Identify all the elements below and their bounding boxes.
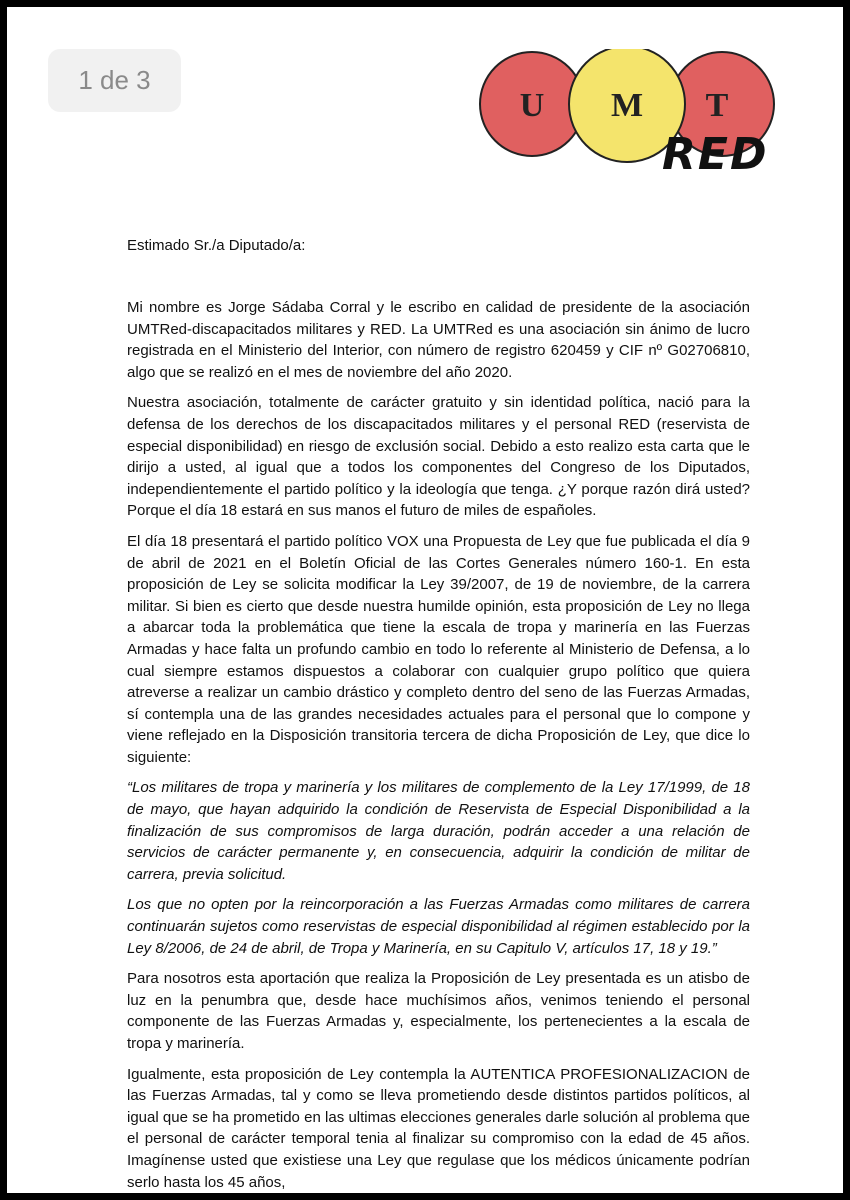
logo-letter-t: T [705, 87, 729, 124]
logo-red-text: RED [662, 129, 769, 180]
paragraph-1: Mi nombre es Jorge Sádaba Corral y le escribo en calidad de presidente de la asociación UMTRed-discapacitados militares y RED. La UMTRed es una asociación sin ánimo de lucro registrada en el Ministerio del Interior, con número de registro 620459 y CIF nº G02706810, algo que se realizó en el mes de noviembre del año 2020. [127, 299, 750, 381]
paragraph-2: Nuestra asociación, totalmente de carácter gratuito y sin identidad política, nació para la defensa de los derechos de los discapacitados militares y el personal RED (reservista de especial disponibilidad) en riesgo de exclusión social. Debido a esto realizo esta carta que le dirijo a usted, al igual que a todos los componentes del Congreso de los Diputados, independientemente el partido político y la ideología que tenga. ¿Y porque razón dirá usted? Porque el día 18 estará en sus manos el futuro de miles de españoles. [127, 394, 750, 520]
paragraph-5: Igualmente, esta proposición de Ley contempla la AUTENTICA PROFESIONALIZACION de las Fuerzas Armadas, tal y como se lleva prometiendo desde distintos partidos políticos, al igual que se ha prometido en las ultimas elecciones generales darle solución al problema que el personal de carácter temporal tenia al finalizar su compromiso con la edad de 45 años. Imagínense usted que existiese una Ley que regulase que los médicos únicamente podrían serlo hasta los 45 años, [127, 1065, 750, 1191]
quote-paragraph-1: “Los militares de tropa y marinería y los militares de complemento de la Ley 17/1999, de 18 de mayo, que hayan adquirido la condición de Reservista de Especial Disponibilidad a la finalización de sus compromisos de larga duración, podrán acceder a una relación de servicios de carácter permanente y, en consecuencia, adquirir la condición de militar de carrera, previa solicitud. [127, 779, 750, 883]
document-page [7, 7, 843, 1193]
logo-letter-u: U [519, 87, 545, 124]
quote-paragraph-2: Los que no opten por la reincorporación a las Fuerzas Armadas como militares de carrera continuarán sujetos como reservistas de especial disponibilidad al régimen establecido por la Ley 8/2006, de 24 de abril, de Tropa y Marinería, en su Capitulo V, artículos 17, 18 y 19.” [127, 896, 750, 957]
umt-red-logo [472, 49, 792, 189]
page-indicator-label: 1 de 3 [78, 65, 151, 95]
paragraph-4: Para nosotros esta aportación que realiza la Proposición de Ley presentada es un atisbo de luz en la penumbra que, desde hace muchísimos años, venimos teniendo el personal componente de las Fuerzas Armadas y, especialmente, los pertenecientes a la escala de tropa y marinería. [127, 970, 750, 1052]
page-indicator [48, 49, 181, 112]
paragraph-3: El día 18 presentará el partido político VOX una Propuesta de Ley que fue publicada el día 9 de abril de 2021 en el Boletín Oficial de las Cortes Generales número 160-1. En esta proposición de Ley se solicita modificar la Ley 39/2007, de 19 de noviembre, de la carrera militar. Si bien es cierto que desde nuestra humilde opinión, esta proposición de Ley no llega a abarcar toda la problemática que tiene la escala de tropa y marinería en las Fuerzas Armadas y hace falta un profundo cambio en todo lo referente al Ministerio de Defensa, a lo cual siempre estamos dispuestos a colaborar con cualquier grupo político que quiera atreverse a realizar un cambio drástico y completo dentro del seno de las Fuerzas Armadas, sí contempla una de las grandes necesidades actuales para el personal que lo compone y viene reflejado en la Disposición transitoria tercera de dicha Proposición de Ley, que dice lo siguiente: [127, 532, 750, 766]
letter-body [127, 297, 750, 1193]
salutation: Estimado Sr./a Diputado/a: [127, 237, 306, 254]
logo-letter-m: M [610, 87, 644, 124]
